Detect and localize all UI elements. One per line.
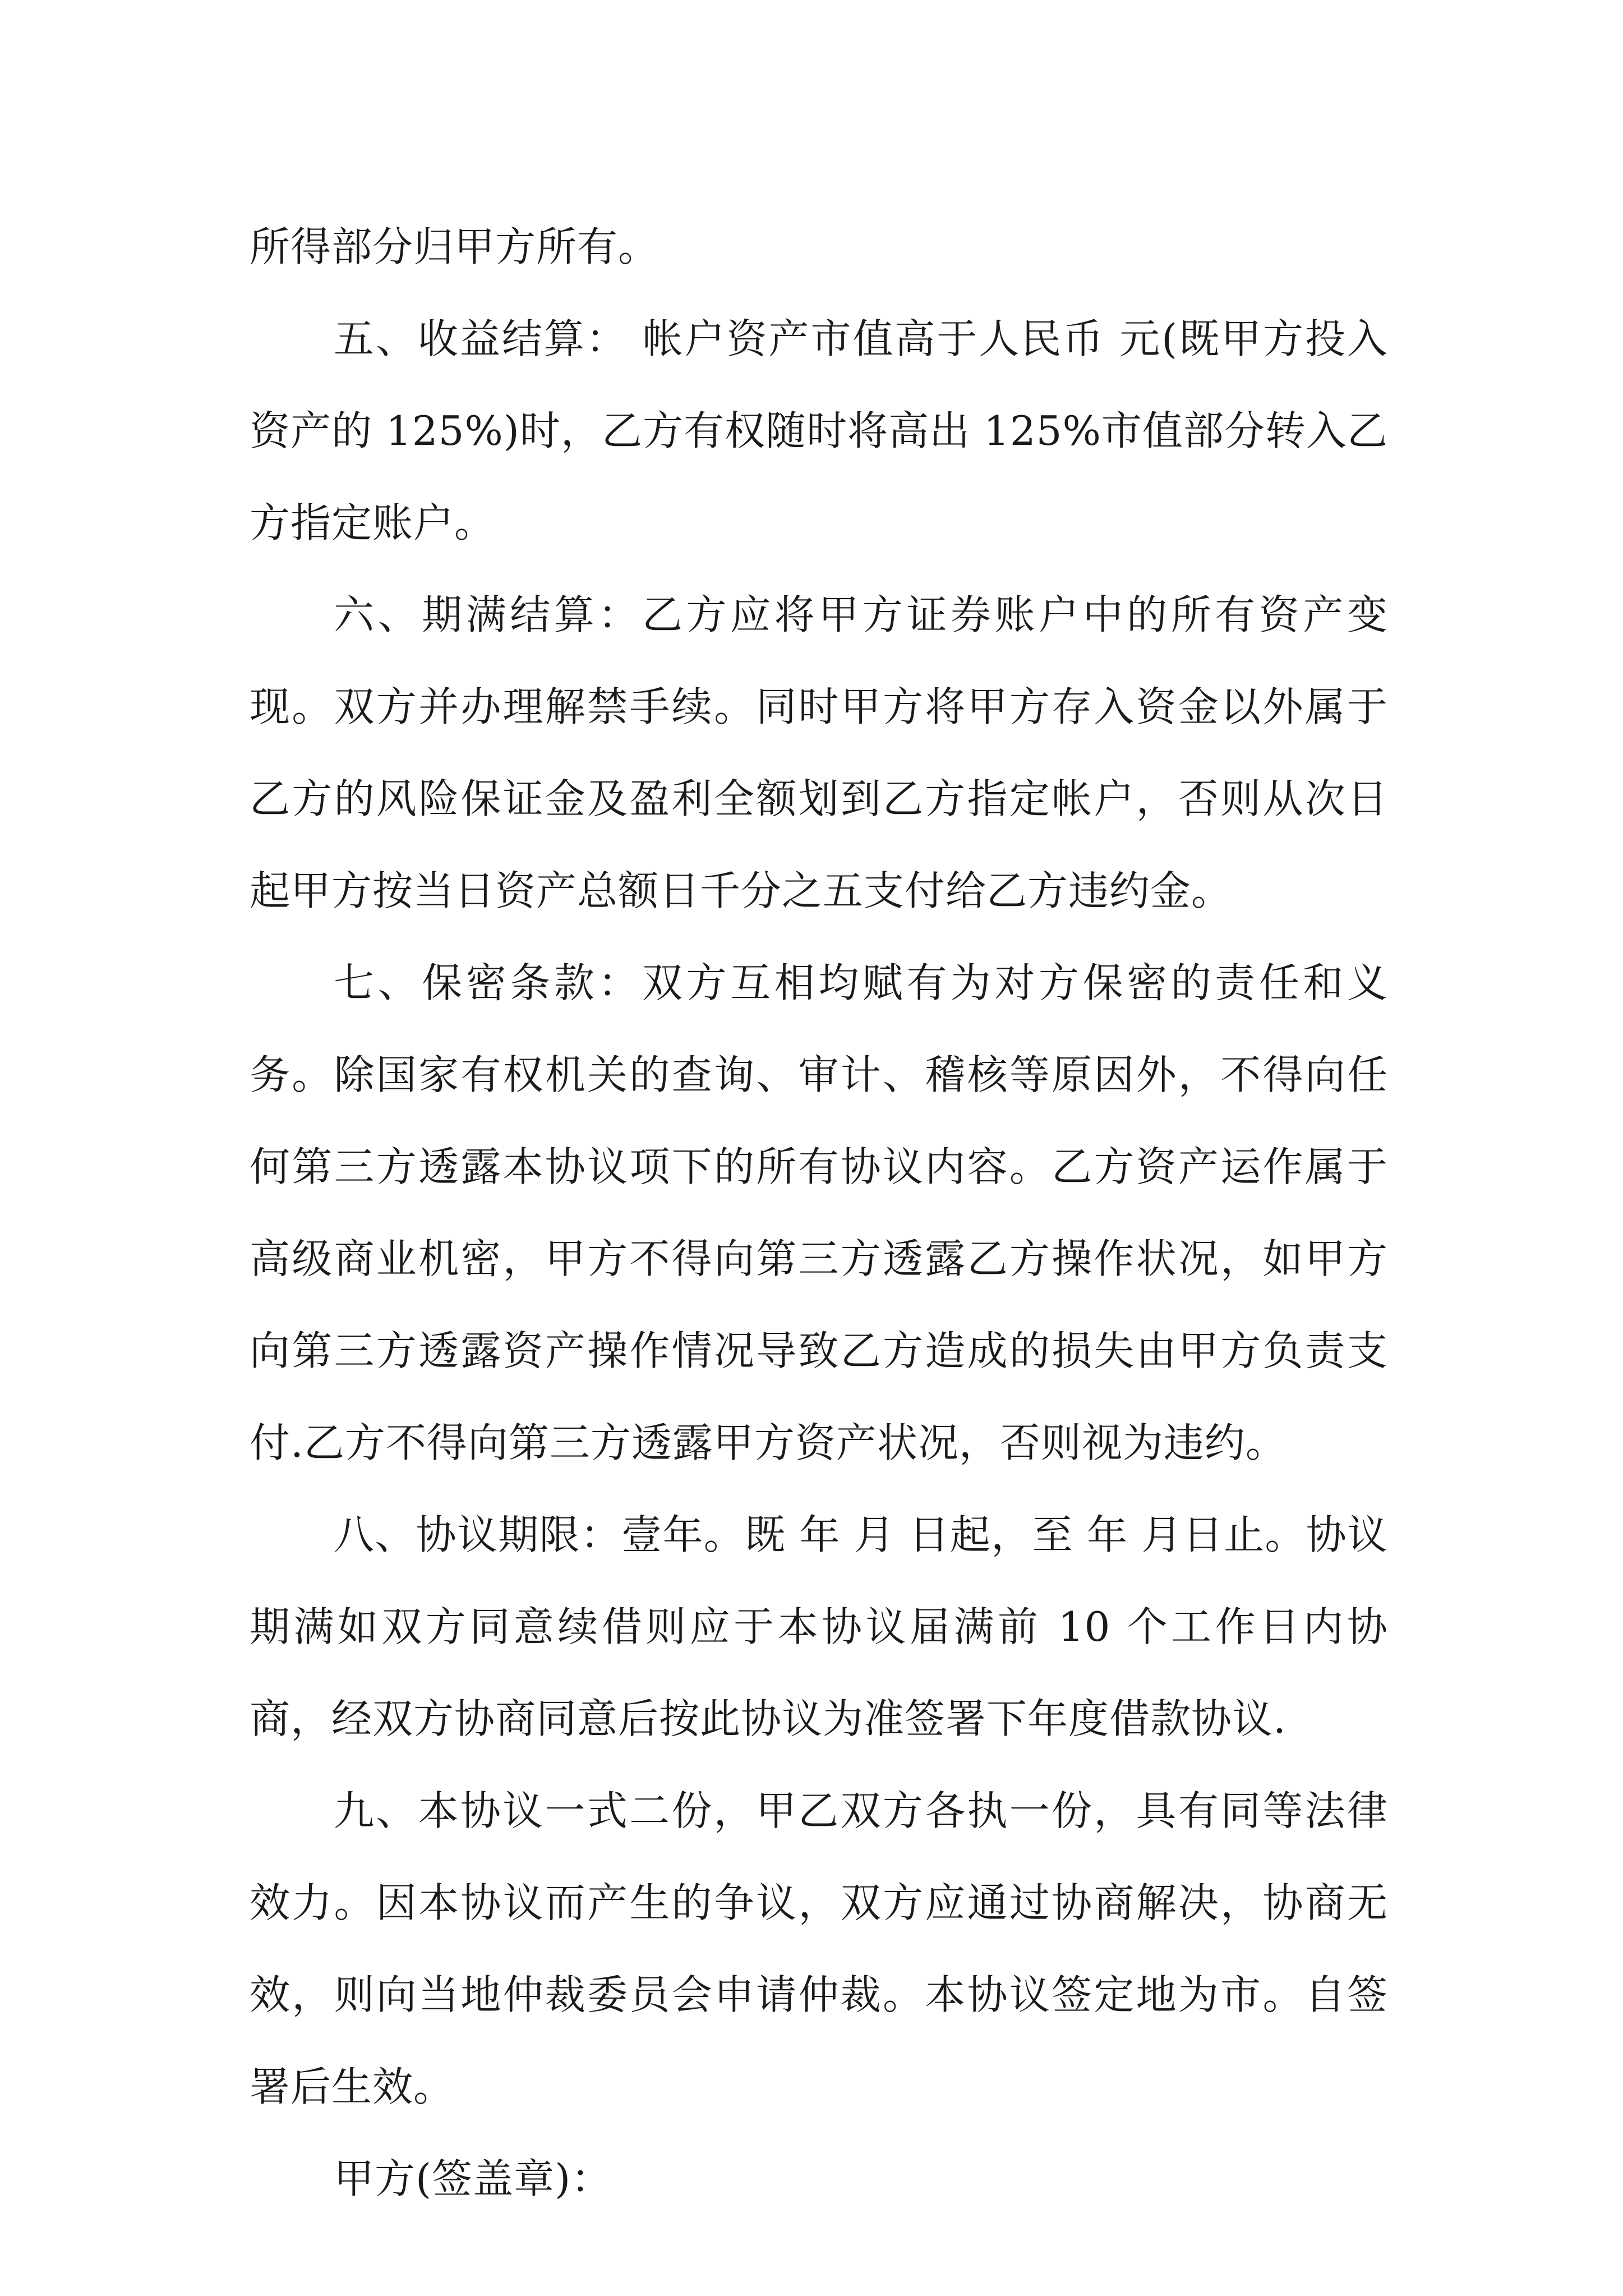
document-page	[250, 201, 1388, 2225]
signature-party-a: 甲方(签盖章)：	[334, 2155, 612, 2202]
paragraph-confidentiality: 七、保密条款：双方互相均赋有为对方保密的责任和义务。除国家有权机关的查询、审计、稽核等原因外，不得向任何第三方透露本协议项下的所有协议内容。乙方资产运作属于高级商业机密，甲方不得向第三方透露乙方操作状况，如甲方向第三方透露资产操作情况导致乙方造成的损失由甲方负责支付.乙方不得向第三方透露甲方资产状况，否则视为违约。	[250, 959, 1388, 1466]
paragraph-agreement-term: 八、协议期限：壹年。既 年 月 日起，至 年 月日止。协议期满如双方同意续借则应于本协议届满前 10 个工作日内协商，经双方协商同意后按此协议为准签署下年度借款协议.	[250, 1511, 1388, 1742]
paragraph-income-settlement: 五、收益结算： 帐户资产市值高于人民币 元(既甲方投入资产的 125%)时，乙方有权随时将高出 125%市值部分转入乙方指定账户。	[250, 315, 1388, 546]
paragraph-continuation: 所得部分归甲方所有。	[250, 223, 660, 270]
paragraph-maturity-settlement: 六、期满结算：乙方应将甲方证券账户中的所有资产变现。双方并办理解禁手续。同时甲方将甲方存入资金以外属于乙方的风险保证金及盈利全额划到乙方指定帐户，否则从次日起甲方按当日资产总额日千分之五支付给乙方违约金。	[250, 591, 1388, 914]
paragraph-copies-and-disputes: 九、本协议一式二份，甲乙双方各执一份，具有同等法律效力。因本协议而产生的争议，双方应通过协商解决，协商无效，则向当地仲裁委员会申请仲裁。本协议签定地为市。自签署后生效。	[250, 1787, 1388, 2110]
